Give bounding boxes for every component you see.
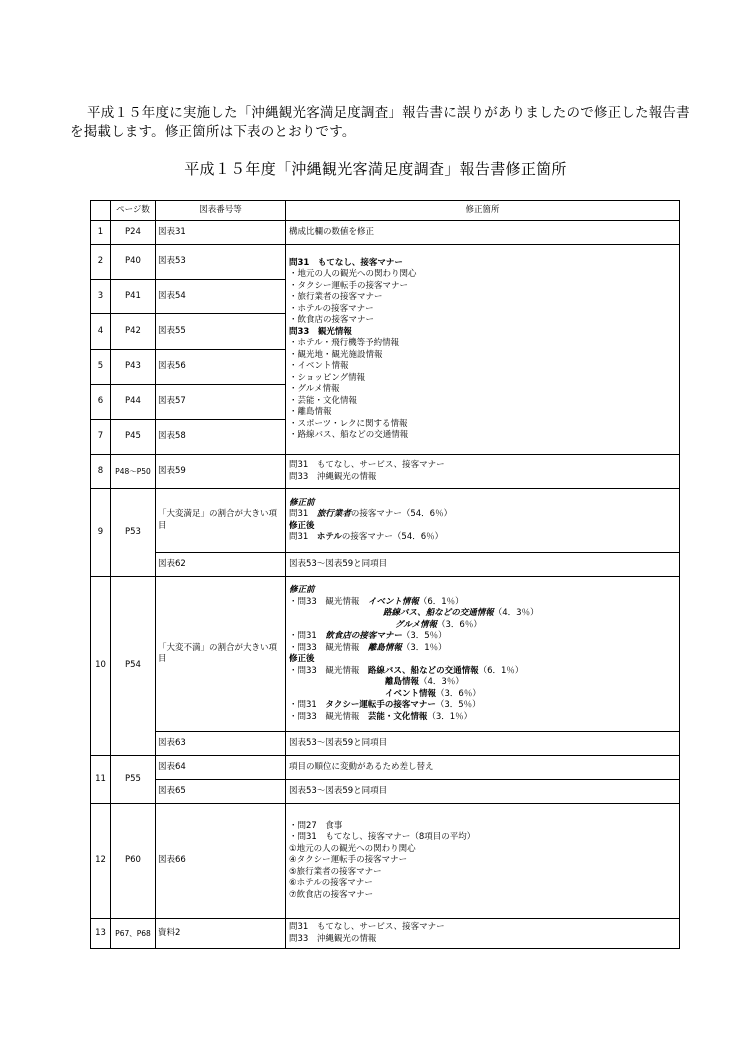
row-item: 図表54: [156, 280, 286, 314]
row-item: 図表57: [156, 385, 286, 420]
row-number: 5: [91, 350, 111, 385]
table-row: [91, 489, 680, 553]
row-page: P60: [111, 804, 156, 919]
row-item: 図表53: [156, 245, 286, 280]
fix-line: ・問31 タクシー運転手の接客マナー（3．5％）: [289, 700, 481, 710]
row-page: P24: [111, 221, 156, 245]
row-number: 8: [91, 455, 111, 489]
row-number: 12: [91, 804, 111, 919]
fix-line: ・スポーツ・レクに関する情報: [289, 418, 408, 429]
fix-line: ・問33 観光情報 路線バス、船などの交通情報（6．1％）: [289, 665, 524, 676]
fix-line: ①地元の人の観光への関わり関心: [289, 843, 416, 854]
fix-line: ・ホテルの接客マナー: [289, 303, 374, 314]
fix-line: ・地元の人の観光への関わり関心: [289, 269, 417, 279]
header-fix: 修正箇所: [286, 201, 680, 221]
table-header-row: [91, 201, 680, 221]
fix-line: ・問33 観光情報 離島情報（3．1％）: [289, 642, 447, 653]
table-row: [91, 756, 680, 780]
row-item: 「大変不満」の割合が大きい項目: [156, 577, 286, 732]
row-number: 2: [91, 245, 111, 280]
row-number: 7: [91, 420, 111, 455]
fix-line: ・グルメ情報: [289, 384, 340, 394]
correction-table: [90, 200, 680, 949]
fix-line: イベント情報（3．6％）: [385, 688, 481, 699]
row-number: 3: [91, 280, 111, 314]
after-label: 修正後: [289, 654, 315, 664]
row-fix: [286, 577, 680, 732]
fix-line: ・芸能・文化情報: [289, 395, 358, 406]
row-page: P42: [111, 314, 156, 350]
header-no: [91, 201, 111, 221]
row-page: P54: [111, 577, 156, 756]
row-fix: 構成比欄の数値を修正: [286, 221, 680, 245]
row-item: 「大変満足」の割合が大きい項目: [156, 489, 286, 553]
fix-line: 問31 旅行業者の接客マナー（54．6％）: [289, 509, 453, 519]
row-item: 図表58: [156, 420, 286, 455]
row-page: P43: [111, 350, 156, 385]
fix-line: 問31 もてなし、接客マナー: [289, 257, 403, 268]
fix-line: ・旅行業者の接客マナー: [289, 292, 383, 302]
table-row: [91, 732, 680, 756]
table-row: [91, 919, 680, 949]
row-number: 6: [91, 385, 111, 420]
row-page: P48～P50: [111, 455, 156, 489]
row-fix-merged: [286, 245, 680, 455]
row-page: P55: [111, 756, 156, 804]
row-fix: 項目の順位に変動があるため差し替え: [286, 756, 680, 780]
fix-line: ・問33 観光情報 芸能・文化情報（3．1％）: [289, 711, 473, 722]
page-title: 平成１５年度「沖縄観光客満足度調査」報告書修正箇所: [184, 160, 567, 178]
fix-line: グルメ情報（3．6％）: [395, 619, 482, 630]
row-page: P41: [111, 280, 156, 314]
header-item: 図表番号等: [156, 201, 286, 221]
table-row: [91, 804, 680, 919]
fix-line: ・飲食店の接客マナー: [289, 315, 375, 325]
fix-line: ④タクシー運転手の接客マナー: [289, 855, 408, 866]
row-page: P45: [111, 420, 156, 455]
table-row: [91, 245, 680, 280]
row-fix: 図表53～図表59と同項目: [286, 780, 680, 804]
row-number: 4: [91, 314, 111, 350]
fix-line: ・ショッピング情報: [289, 372, 366, 383]
fix-line: ・路線バス、船などの交通情報: [289, 430, 409, 440]
row-item: 図表64: [156, 756, 286, 780]
row-item: 資料2: [156, 919, 286, 949]
row-item: 図表59: [156, 455, 286, 489]
table-row: [91, 221, 680, 245]
row-number: 11: [91, 756, 111, 804]
fix-line: ・ホテル・飛行機等予約情報: [289, 338, 400, 348]
fix-line: ⑤旅行業者の接客マナー: [289, 866, 382, 877]
fix-line: 問31 もてなし、サービス、接客マナー: [289, 922, 445, 932]
row-page: P44: [111, 385, 156, 420]
table-row: [91, 553, 680, 577]
fix-line: ・イベント情報: [289, 361, 349, 371]
fix-line: 問33 沖縄観光の情報: [289, 471, 377, 482]
row-fix: [286, 804, 680, 919]
fix-line: ⑥ホテルの接客マナー: [289, 878, 373, 889]
fix-line: ・問31 もてなし、接客マナー（8項目の平均）: [289, 832, 476, 843]
row-fix: [286, 455, 680, 489]
fix-line: ・問33 観光情報 イベント情報（6．1％）: [289, 596, 464, 607]
row-item: 図表55: [156, 314, 286, 350]
table-row: [91, 577, 680, 732]
header-page: ページ数: [111, 201, 156, 221]
row-item: 図表65: [156, 780, 286, 804]
fix-line: ⑦飲食店の接客マナー: [289, 889, 374, 900]
row-number: 10: [91, 577, 111, 756]
row-item: 図表66: [156, 804, 286, 919]
table-row: [91, 780, 680, 804]
row-item: 図表63: [156, 732, 286, 756]
row-fix: [286, 919, 680, 949]
before-label: 修正前: [289, 585, 315, 595]
before-label: 修正前: [289, 497, 315, 508]
row-fix: [286, 489, 680, 553]
row-number: 13: [91, 919, 111, 949]
fix-line: 問33 沖縄観光の情報: [289, 933, 377, 944]
row-page: P40: [111, 245, 156, 280]
row-item: 図表31: [156, 221, 286, 245]
intro-paragraph: 平成１５年度に実施した「沖縄観光客満足度調査」報告書に誤りがありましたので修正した報告書を掲載します。修正箇所は下表のとおりです。: [70, 105, 690, 140]
fix-line: ・問27 食事: [289, 820, 343, 831]
fix-line: 問31 もてなし、サービス、接客マナー: [289, 460, 445, 470]
fix-line: ・タクシー運転手の接客マナー: [289, 280, 409, 291]
fix-line: ・観光地・観光施設情報: [289, 349, 383, 360]
fix-line: 問33 観光情報: [289, 326, 352, 337]
fix-line: 路線バス、船などの交通情報（4．3％）: [383, 608, 539, 618]
row-number: 9: [91, 489, 111, 577]
row-page: P53: [111, 489, 156, 577]
row-item: 図表56: [156, 350, 286, 385]
row-number: 1: [91, 221, 111, 245]
row-fix: 図表53～図表59と同項目: [286, 732, 680, 756]
table-row: [91, 455, 680, 489]
fix-line: 問31 ホテルの接客マナー（54．6％）: [289, 532, 444, 542]
fix-line: 離島情報（4．3％）: [385, 677, 464, 687]
row-item: 図表62: [156, 553, 286, 577]
after-label: 修正後: [289, 520, 315, 531]
fix-line: ・問31 飲食店の接客マナー（3．5％）: [289, 631, 447, 641]
row-fix: 図表53～図表59と同項目: [286, 553, 680, 577]
fix-line: ・離島情報: [289, 407, 332, 417]
row-page: P67、P68: [111, 919, 156, 949]
